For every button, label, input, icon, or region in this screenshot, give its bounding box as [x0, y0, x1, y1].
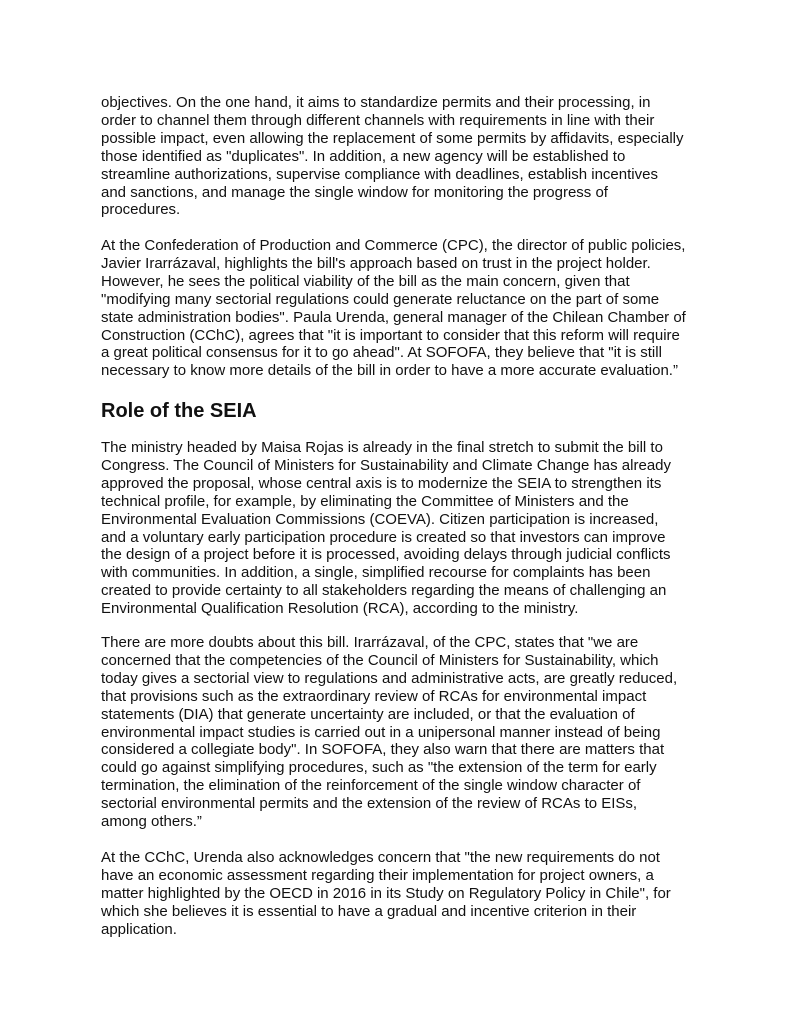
text-line: sectorial environmental permits and the extension of the review of RCAs to EISs, — [101, 795, 638, 813]
text-line: among others.” — [101, 813, 202, 831]
text-line: application. — [101, 920, 177, 938]
text-line: The ministry headed by Maisa Rojas is already in the final stretch to submit the bill to — [101, 439, 663, 456]
text-line: At the Confederation of Production and Commerce (CPC), the director of public policies, — [101, 237, 686, 254]
text-line: today gives a sectorial view to regulations and administrative acts, are greatly reduced, — [101, 669, 678, 687]
text-line: streamline authorizations, supervise compliance with deadlines, establish incentives — [101, 165, 658, 183]
text-line: considered a collegiate body". In SOFOFA, they also warn that there are matters that — [101, 741, 665, 759]
text-line: Environmental Qualification Resolution (RCA), according to the ministry. — [101, 600, 579, 618]
text-line: a great political consensus for it to go ahead". At SOFOFA, they believe that "it is still — [101, 344, 662, 362]
text-line: However, he sees the political viability of the bill as the main concern, given that — [101, 272, 630, 290]
text-line: Environmental Evaluation Commissions (COEVA). Citizen participation is increased, — [101, 510, 659, 528]
text-line: those identified as "duplicates". In addition, a new agency will be established to — [101, 147, 626, 165]
text-line: Congress. The Council of Ministers for Sustainability and Climate Change has already — [101, 456, 672, 474]
text-line: Construction (CChC), agrees that "it is important to consider that this reform will require — [101, 326, 680, 344]
paragraph-cchc-concern — [101, 849, 671, 939]
text-line: the design of a project before it is processed, avoiding delays through judicial conflicts — [101, 546, 671, 564]
text-line: order to channel them through different channels with requirements in line with their — [101, 111, 655, 129]
text-line: necessary to know more details of the bill in order to have a more accurate evaluation.” — [101, 362, 678, 380]
text-line: termination, the elimination of the reinforcement of the single window character of — [101, 777, 641, 795]
paragraph-cpc-views — [101, 237, 686, 380]
text-line: matter highlighted by the OECD in 2016 in its Study on Regulatory Policy in Chile", for — [101, 884, 671, 902]
text-line: that provisions such as the extraordinary review of RCAs for environmental impact — [101, 687, 647, 705]
text-line: possible impact, even allowing the replacement of some permits by affidavits, especially — [101, 129, 684, 147]
text-line: which she believes it is essential to have a gradual and incentive criterion in their — [101, 902, 637, 920]
text-line: and sanctions, and manage the single window for monitoring the progress of — [101, 183, 608, 201]
text-line: There are more doubts about this bill. Irarrázaval, of the CPC, states that "we are — [101, 634, 639, 651]
text-line: Javier Irarrázaval, highlights the bill's approach based on trust in the project holder. — [101, 254, 651, 272]
text-line: environmental impact studies is carried out in a unipersonal manner instead of being — [101, 723, 661, 741]
paragraph-ministry-bill — [101, 439, 671, 618]
text-line: state administration bodies". Paula Urenda, general manager of the Chilean Chamber of — [101, 308, 686, 326]
text-line: could go against simplifying procedures, such as "the extension of the term for early — [101, 759, 657, 777]
text-line: statements (DIA) that generate uncertainty are included, or that the evaluation of — [101, 705, 635, 723]
text-line: objectives. On the one hand, it aims to standardize permits and their processing, in — [101, 94, 651, 111]
text-line: have an economic assessment regarding their implementation for project owners, a — [101, 866, 654, 884]
text-line: "modifying many sectorial regulations could generate reluctance on the part of some — [101, 290, 660, 308]
paragraph-doubts — [101, 634, 677, 831]
text-line: approved the proposal, whose central axis is to modernize the SEIA to strengthen its — [101, 474, 662, 492]
text-line: and a voluntary early participation procedure is created so that investors can improve — [101, 528, 666, 546]
paragraph-bill-objectives — [101, 94, 684, 219]
section-heading: Role of the SEIA — [101, 400, 257, 422]
text-line: technical profile, for example, by eliminating the Committee of Ministers and the — [101, 492, 629, 510]
text-line: procedures. — [101, 201, 181, 219]
text-line: At the CChC, Urenda also acknowledges concern that "the new requirements do not — [101, 849, 660, 866]
text-line: concerned that the competencies of the Council of Ministers for Sustainability, which — [101, 651, 659, 669]
text-line: with communities. In addition, a single, simplified recourse for complaints has been — [101, 564, 651, 582]
text-line: created to provide certainty to all stakeholders regarding the means of challenging an — [101, 582, 667, 600]
